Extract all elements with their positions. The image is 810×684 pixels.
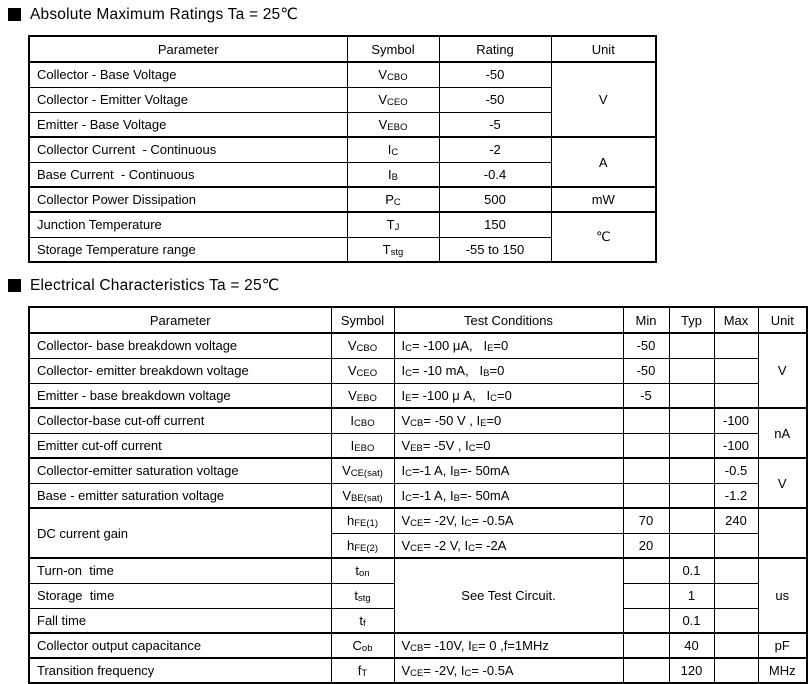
- typ-cell: 40: [669, 633, 714, 658]
- symbol-cell: VCBO: [347, 62, 439, 87]
- symbol-subscript: C: [391, 147, 399, 159]
- parameter-cell: DC current gain: [29, 508, 331, 558]
- unit-cell: V: [758, 333, 807, 408]
- table-header: [29, 36, 656, 62]
- min-cell: [623, 658, 669, 683]
- symbol-subscript: CB: [410, 418, 424, 430]
- rating-cell: -50: [439, 62, 551, 87]
- parameter-cell: Collector-emitter saturation voltage: [29, 458, 331, 483]
- max-cell: -100: [714, 433, 758, 458]
- symbol-subscript: FE(2): [354, 542, 378, 554]
- parameter-cell: Collector output capacitance: [29, 633, 331, 658]
- header-row: [29, 307, 807, 333]
- symbol-subscript: BE(sat): [350, 492, 383, 504]
- typ-cell: [669, 358, 714, 383]
- symbol-cell: PC: [347, 187, 439, 212]
- section-title-text: Absolute Maximum Ratings Ta = 25℃: [30, 6, 298, 23]
- symbol-cell: IC: [347, 137, 439, 162]
- rating-cell: -5: [439, 112, 551, 137]
- symbol-cell: hFE(1): [331, 508, 394, 533]
- typ-cell: 120: [669, 658, 714, 683]
- parameter-cell: Collector - Base Voltage: [29, 62, 347, 87]
- section-bullet-icon: [8, 8, 21, 21]
- max-cell: 240: [714, 508, 758, 533]
- symbol-subscript: B: [391, 171, 398, 183]
- table-row: [29, 483, 807, 508]
- table-row: [29, 62, 656, 87]
- unit-cell: ℃: [551, 212, 656, 262]
- test-conditions-cell: VCE= -2V, IC= -0.5A: [394, 658, 623, 683]
- test-conditions-cell: VCB= -10V, IE= 0 ,f=1MHz: [394, 633, 623, 658]
- parameter-cell: Emitter - base breakdown voltage: [29, 383, 331, 408]
- symbol-subscript: C: [405, 492, 412, 504]
- symbol-subscript: C: [464, 668, 472, 679]
- rating-cell: 150: [439, 212, 551, 237]
- table-header: [29, 307, 807, 333]
- table-row: [29, 212, 656, 237]
- unit-cell: V: [551, 62, 656, 137]
- symbol-subscript: EB: [410, 442, 423, 454]
- symbol-cell: tf: [331, 608, 394, 633]
- test-conditions-cell: IE= -100 μ A, IC=0: [394, 383, 623, 408]
- symbol-subscript: on: [359, 568, 370, 580]
- electrical-characteristics-table: [28, 306, 808, 684]
- unit-cell: us: [758, 558, 807, 633]
- symbol-subscript: C: [464, 518, 472, 530]
- parameter-cell: Emitter cut-off current: [29, 433, 331, 458]
- symbol-subscript: C: [405, 368, 412, 379]
- min-cell: [623, 633, 669, 658]
- section-title: [8, 276, 810, 295]
- unit-cell: pF: [758, 633, 807, 658]
- parameter-cell: Collector Power Dissipation: [29, 187, 347, 212]
- column-header-min: Min: [623, 307, 669, 333]
- min-cell: [623, 483, 669, 508]
- parameter-cell: Fall time: [29, 608, 331, 633]
- symbol-cell: Cob: [331, 633, 394, 658]
- max-cell: [714, 633, 758, 658]
- test-conditions-cell: IC= -100 μA, IE=0: [394, 333, 623, 358]
- parameter-cell: Transition frequency: [29, 658, 331, 683]
- symbol-cell: tstg: [331, 583, 394, 608]
- symbol-subscript: E: [487, 343, 494, 355]
- test-conditions-cell: IC=-1 A, IB=- 50mA: [394, 483, 623, 508]
- min-cell: [623, 558, 669, 583]
- typ-cell: [669, 433, 714, 458]
- symbol-cell: VBE(sat): [331, 483, 394, 508]
- symbol-subscript: E: [405, 392, 412, 404]
- section-bullet-icon: [8, 279, 21, 292]
- table-row: [29, 633, 807, 658]
- rating-cell: -2: [439, 137, 551, 162]
- symbol-cell: VCEO: [347, 87, 439, 112]
- symbol-subscript: CEO: [387, 97, 408, 108]
- typ-cell: [669, 408, 714, 433]
- symbol-subscript: C: [468, 542, 475, 554]
- table-row: [29, 508, 807, 533]
- typ-cell: [669, 383, 714, 408]
- symbol-cell: ton: [331, 558, 394, 583]
- max-cell: [714, 658, 758, 683]
- table-body: [29, 333, 807, 683]
- typ-cell: 1: [669, 583, 714, 608]
- min-cell: 20: [623, 533, 669, 558]
- symbol-subscript: stg: [390, 246, 404, 258]
- unit-cell: [758, 508, 807, 558]
- table-row: [29, 187, 656, 212]
- symbol-subscript: CBO: [387, 72, 408, 84]
- rating-cell: -0.4: [439, 162, 551, 187]
- max-cell: [714, 333, 758, 358]
- symbol-subscript: C: [393, 197, 401, 208]
- parameter-cell: Collector-base cut-off current: [29, 408, 331, 433]
- parameter-cell: Collector- base breakdown voltage: [29, 333, 331, 358]
- column-header-max: Max: [714, 307, 758, 333]
- section-absolute-maximum-ratings: [0, 5, 810, 263]
- max-cell: [714, 383, 758, 408]
- symbol-subscript: CBO: [356, 343, 378, 355]
- column-header-unit: Unit: [758, 307, 807, 333]
- symbol-cell: VCBO: [331, 333, 394, 358]
- column-header-parameter: Parameter: [29, 36, 347, 62]
- table-row: [29, 408, 807, 433]
- symbol-subscript: E: [471, 643, 479, 654]
- parameter-cell: Collector- emitter breakdown voltage: [29, 358, 331, 383]
- table-row: [29, 558, 807, 583]
- table-row: [29, 383, 807, 408]
- table-body: [29, 62, 656, 262]
- symbol-subscript: CE: [410, 668, 424, 679]
- typ-cell: 0.1: [669, 558, 714, 583]
- symbol-subscript: C: [490, 392, 498, 404]
- min-cell: [623, 608, 669, 633]
- symbol-subscript: B: [483, 368, 490, 379]
- max-cell: [714, 533, 758, 558]
- typ-cell: 0.1: [669, 608, 714, 633]
- symbol-subscript: stg: [357, 593, 371, 604]
- max-cell: [714, 583, 758, 608]
- absolute-maximum-ratings-table: [28, 35, 657, 263]
- rating-cell: -50: [439, 87, 551, 112]
- test-conditions-cell: VCE= -2V, IC= -0.5A: [394, 508, 623, 533]
- typ-cell: [669, 333, 714, 358]
- test-conditions-cell: IC=-1 A, IB=- 50mA: [394, 458, 623, 483]
- typ-cell: [669, 533, 714, 558]
- symbol-subscript: FE(1): [354, 518, 378, 530]
- parameter-cell: Junction Temperature: [29, 212, 347, 237]
- min-cell: [623, 458, 669, 483]
- symbol-cell: VCEO: [331, 358, 394, 383]
- symbol-subscript: EBO: [356, 392, 377, 404]
- min-cell: -50: [623, 358, 669, 383]
- header-row: [29, 36, 656, 62]
- typ-cell: [669, 458, 714, 483]
- symbol-cell: ICBO: [331, 408, 394, 433]
- symbol-subscript: T: [361, 668, 368, 679]
- unit-cell: mW: [551, 187, 656, 212]
- parameter-cell: Base - emitter saturation voltage: [29, 483, 331, 508]
- typ-cell: [669, 508, 714, 533]
- test-conditions-cell: VCB= -50 V , IE=0: [394, 408, 623, 433]
- symbol-subscript: C: [405, 343, 412, 355]
- column-header-rating: Rating: [439, 36, 551, 62]
- unit-cell: nA: [758, 408, 807, 458]
- parameter-cell: Base Current - Continuous: [29, 162, 347, 187]
- section-title-text: Electrical Characteristics Ta = 25℃: [30, 277, 280, 294]
- table-row: [29, 358, 807, 383]
- rating-cell: -55 to 150: [439, 237, 551, 262]
- section-title: [8, 5, 810, 24]
- symbol-subscript: C: [468, 442, 476, 454]
- rating-cell: 500: [439, 187, 551, 212]
- symbol-subscript: ob: [361, 643, 373, 654]
- symbol-subscript: J: [394, 222, 400, 234]
- symbol-cell: VEBO: [347, 112, 439, 137]
- min-cell: [623, 433, 669, 458]
- symbol-cell: hFE(2): [331, 533, 394, 558]
- max-cell: [714, 608, 758, 633]
- symbol-subscript: EBO: [387, 121, 408, 133]
- symbol-subscript: CE: [410, 518, 424, 530]
- min-cell: -5: [623, 383, 669, 408]
- unit-cell: A: [551, 137, 656, 187]
- symbol-subscript: EBO: [354, 442, 375, 454]
- table-row: [29, 137, 656, 162]
- symbol-subscript: CEO: [356, 368, 378, 379]
- symbol-subscript: CE: [410, 542, 424, 554]
- table-row: [29, 658, 807, 683]
- parameter-cell: Storage time: [29, 583, 331, 608]
- max-cell: [714, 358, 758, 383]
- column-header-typ: Typ: [669, 307, 714, 333]
- unit-cell: V: [758, 458, 807, 508]
- symbol-cell: VCE(sat): [331, 458, 394, 483]
- parameter-cell: Collector Current - Continuous: [29, 137, 347, 162]
- column-header-symbol: Symbol: [331, 307, 394, 333]
- symbol-cell: IB: [347, 162, 439, 187]
- table-row: [29, 333, 807, 358]
- symbol-subscript: CBO: [354, 418, 375, 430]
- symbol-subscript: B: [453, 468, 460, 480]
- parameter-cell: Turn-on time: [29, 558, 331, 583]
- symbol-cell: TJ: [347, 212, 439, 237]
- max-cell: -1.2: [714, 483, 758, 508]
- min-cell: 70: [623, 508, 669, 533]
- min-cell: [623, 408, 669, 433]
- section-electrical-characteristics: [0, 276, 810, 684]
- parameter-cell: Storage Temperature range: [29, 237, 347, 262]
- symbol-subscript: E: [480, 418, 487, 430]
- column-header-symbol: Symbol: [347, 36, 439, 62]
- symbol-subscript: C: [405, 468, 412, 480]
- parameter-cell: Collector - Emitter Voltage: [29, 87, 347, 112]
- unit-cell: MHz: [758, 658, 807, 683]
- symbol-subscript: f: [362, 617, 366, 629]
- parameter-cell: Emitter - Base Voltage: [29, 112, 347, 137]
- symbol-cell: Tstg: [347, 237, 439, 262]
- test-conditions-cell: VCE= -2 V, IC= -2A: [394, 533, 623, 558]
- symbol-cell: IEBO: [331, 433, 394, 458]
- symbol-subscript: CB: [410, 643, 424, 654]
- table-row: [29, 458, 807, 483]
- symbol-subscript: CE(sat): [350, 468, 383, 480]
- test-conditions-cell: See Test Circuit.: [394, 558, 623, 633]
- min-cell: [623, 583, 669, 608]
- symbol-cell: fT: [331, 658, 394, 683]
- typ-cell: [669, 483, 714, 508]
- symbol-subscript: B: [453, 492, 460, 504]
- min-cell: -50: [623, 333, 669, 358]
- table-row: [29, 433, 807, 458]
- test-conditions-cell: VEB= -5V , IC=0: [394, 433, 623, 458]
- test-conditions-cell: IC= -10 mA, IB=0: [394, 358, 623, 383]
- column-header-unit: Unit: [551, 36, 656, 62]
- max-cell: -0.5: [714, 458, 758, 483]
- max-cell: -100: [714, 408, 758, 433]
- max-cell: [714, 558, 758, 583]
- symbol-cell: VEBO: [331, 383, 394, 408]
- column-header-test-conditions: Test Conditions: [394, 307, 623, 333]
- column-header-parameter: Parameter: [29, 307, 331, 333]
